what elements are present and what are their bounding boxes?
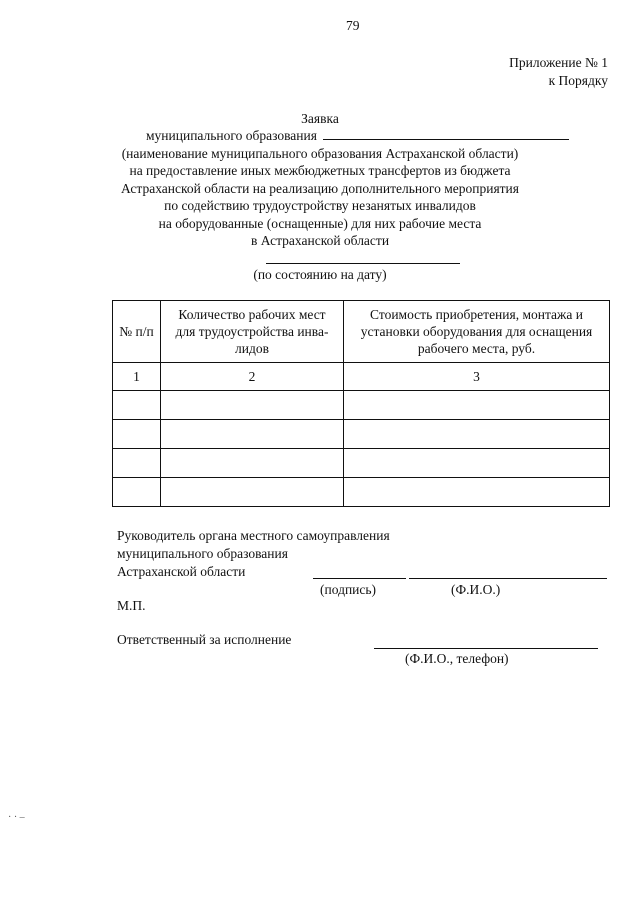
table-row — [113, 420, 610, 449]
scan-speck: · · – — [8, 812, 25, 823]
municipality-line — [146, 128, 569, 144]
heading-line-4: Астраханской области на реализацию дополнительного мероприятия — [121, 181, 519, 196]
signature-blank-line — [313, 578, 406, 579]
table-row — [113, 449, 610, 478]
empty-cell — [113, 420, 161, 449]
header-cost-line-1: Стоимость приобретения, монтажа и — [370, 307, 583, 322]
header-cost-line-2: установки оборудования для оснащения — [360, 324, 593, 339]
empty-cell — [344, 449, 610, 478]
empty-cell — [344, 420, 610, 449]
header-workplaces-line-1: Количество рабочих мест — [178, 307, 326, 322]
header-workplaces-line-2: для трудоустройства инва- — [175, 324, 329, 339]
heading-line-2: (наименование муниципального образования Астраханской области) — [121, 146, 519, 161]
head-title-line-2: муниципального образования — [117, 546, 288, 561]
document-title: Заявка — [301, 111, 339, 126]
empty-cell — [161, 420, 344, 449]
page-number: 79 — [346, 18, 360, 33]
heading-line-5: по содействию трудоустройству незанятых инвалидов — [164, 198, 476, 213]
responsible-label: Ответственный за исполнение — [117, 632, 292, 647]
header-cost-line-3: рабочего места, руб. — [417, 341, 536, 356]
table-header-row — [113, 301, 610, 363]
application-table — [112, 300, 610, 507]
municipality-label: муниципального образования — [146, 128, 317, 143]
column-number-2: 2 — [161, 363, 344, 391]
table-column-numbers-row — [113, 363, 610, 391]
appendix-line-2: к Порядку — [548, 73, 608, 88]
date-caption: (по состоянию на дату) — [253, 267, 387, 282]
table-row — [113, 391, 610, 420]
column-number-3: 3 — [344, 363, 610, 391]
empty-cell — [113, 449, 161, 478]
empty-cell — [344, 478, 610, 507]
municipality-blank — [323, 139, 569, 140]
heading-line-3: на предоставление иных межбюджетных трансфертов из бюджета — [129, 163, 511, 178]
header-cost — [344, 301, 610, 363]
column-number-1: 1 — [113, 363, 161, 391]
header-number — [113, 301, 161, 363]
name-blank-line — [409, 578, 607, 579]
head-title-line-3: Астраханской области — [117, 564, 246, 579]
signature-caption: (подпись) — [320, 582, 377, 597]
header-number-text: № п/п — [119, 324, 154, 339]
heading-line-6: на оборудованные (оснащенные) для них рабочие места — [158, 216, 482, 231]
head-title-line-1: Руководитель органа местного самоуправления — [117, 528, 390, 543]
appendix-line-1: Приложение № 1 — [509, 55, 608, 70]
responsible-caption: (Ф.И.О., телефон) — [405, 651, 509, 666]
header-workplaces — [161, 301, 344, 363]
empty-cell — [161, 391, 344, 420]
date-blank-line — [266, 263, 460, 264]
responsible-blank-line — [374, 648, 598, 649]
empty-cell — [113, 391, 161, 420]
empty-cell — [161, 449, 344, 478]
heading-line-7: в Астраханской области — [250, 233, 390, 248]
empty-cell — [161, 478, 344, 507]
name-caption: (Ф.И.О.) — [451, 582, 501, 597]
empty-cell — [344, 391, 610, 420]
table-row — [113, 478, 610, 507]
empty-cell — [113, 478, 161, 507]
stamp-label: М.П. — [117, 598, 146, 613]
header-workplaces-line-3: лидов — [235, 341, 269, 356]
